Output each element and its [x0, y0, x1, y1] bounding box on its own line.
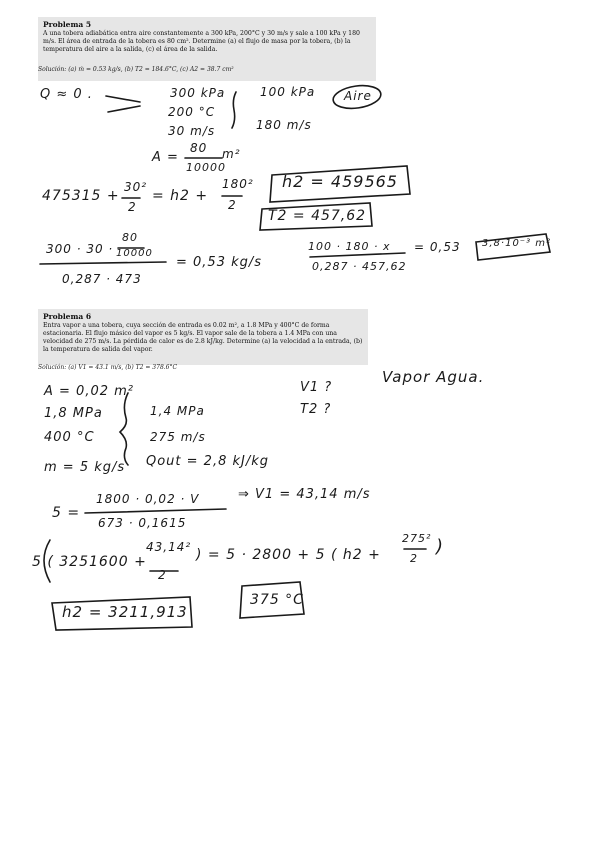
energy-term-4-num: 180² — [222, 177, 254, 191]
v1-result: ⇒ V1 = 43,14 m/s — [238, 487, 371, 502]
problem6-title: Problema 6 — [43, 312, 92, 321]
h2-result-6: h2 = 3211,913 — [62, 603, 188, 621]
energy6-close: ) — [436, 536, 445, 557]
energy6-lhs-den: 2 — [158, 568, 167, 582]
mass-area-den: 10000 — [116, 248, 153, 259]
energy-term-2-num: 30² — [124, 180, 148, 194]
inlet-outlet-arrow — [106, 96, 140, 102]
brace-5 — [232, 92, 236, 128]
problem5-statement: A una tobera adiabática entra aire constantemente a 300 kPa, 200°C y 30 m/s y sale a 100 kPa y 180 m/s. El área de entrada de la tobera es 80 cm². Determine (a) el flujo de masa por la tobera, (b) la temperatura del aire a la salida, (c) el área de la salida. — [43, 30, 360, 53]
problem5-solution: Solución: (a) ṁ = 0.53 kg/s, (b) T2 = 184.6°C, (c) A2 = 38.7 cm² — [38, 66, 234, 73]
mass-fraction-bar — [40, 262, 166, 264]
a2-equals: = 0,53 — [414, 240, 461, 254]
outlet-pressure: 100 kPa — [260, 85, 316, 99]
energy-term-4-den: 2 — [228, 198, 237, 212]
mass-result: = 0,53 kg/s — [176, 255, 263, 270]
inlet-pressure-6: 1,8 MPa — [44, 406, 103, 421]
energy-term-2-den: 2 — [128, 200, 137, 214]
brace-6 — [120, 393, 128, 465]
problem6-solution: Solución: (a) V1 = 43.1 m/s, (b) T2 = 378.6°C — [38, 364, 178, 371]
area-unit: m² — [222, 147, 241, 161]
continuity-denominator: 673 · 0,1615 — [98, 516, 187, 530]
heat-loss-6: Qout = 2,8 kJ/kg — [146, 454, 270, 469]
h2-result-5: h2 = 459565 — [282, 172, 398, 191]
energy6-rhs: ) = 5 · 2800 + 5 ( h2 + — [196, 547, 381, 563]
problem6-statement: Entra vapor a una tobera, cuya sección de entrada es 0.02 m², a 1.8 MPa y 400°C de forma estacionaria. El flujo másico del vapor es 5 kg/s. El vapor sale de la tobera a 1.4 MPa con una velocidad de 275 m/s. La pérdida de calor es de 2.8 kJ/kg. Determine (a) la velocidad a la entrada, (b) la temperatura de salida del vapor. — [43, 322, 363, 353]
inlet-temperature-6: 400 °C — [44, 430, 95, 445]
mass-denominator: 0,287 · 473 — [62, 272, 142, 286]
energy-term-3: = h2 + — [152, 188, 209, 204]
v1-fraction-bar — [85, 509, 226, 513]
continuity-lhs: 5 = — [52, 505, 81, 521]
energy6-rhs-num: 275² — [402, 532, 432, 545]
energy-term-1: 475315 + — [42, 188, 120, 204]
energy6-lhs-num: 43,14² — [146, 540, 192, 554]
inlet-area-6: A = 0,02 m² — [44, 384, 135, 399]
mass-numerator: 300 · 30 · — [46, 242, 114, 256]
a2-numerator: 100 · 180 · x — [308, 240, 391, 253]
energy6-rhs-den: 2 — [410, 552, 418, 565]
a2-fraction-bar — [310, 253, 405, 257]
unknown-v1: V1 ? — [300, 380, 333, 395]
outlet-velocity: 180 m/s — [256, 118, 312, 132]
fluid-label-6: Vapor Agua. — [382, 368, 485, 386]
a2-result: 3,8·10⁻³ m² — [482, 238, 552, 249]
area-numerator: 80 — [190, 141, 208, 155]
a2-denominator: 0,287 · 457,62 — [312, 260, 407, 273]
t2-result-5: T2 = 457,62 — [268, 208, 367, 224]
mass-flow-6: m = 5 kg/s — [44, 460, 126, 475]
fluid-label: Aire — [344, 89, 372, 103]
inlet-pressure: 300 kPa — [170, 86, 226, 100]
inlet-velocity: 30 m/s — [168, 124, 216, 138]
area-label: A = — [152, 150, 179, 165]
problem5-title: Problema 5 — [43, 20, 92, 29]
inlet-temperature: 200 °C — [168, 105, 216, 119]
mass-area-num: 80 — [122, 231, 138, 244]
outlet-pressure-6: 1,4 MPa — [150, 404, 205, 418]
energy6-lhs: 5 ( 3251600 + — [32, 554, 147, 570]
t2-result-6: 375 °C — [250, 592, 304, 608]
unknown-t2: T2 ? — [300, 402, 332, 417]
area-denominator: 10000 — [186, 161, 226, 174]
heat-note: Q ≈ 0 . — [40, 87, 93, 102]
continuity-numerator: 1800 · 0,02 · V — [96, 492, 200, 506]
outlet-velocity-6: 275 m/s — [150, 430, 206, 444]
